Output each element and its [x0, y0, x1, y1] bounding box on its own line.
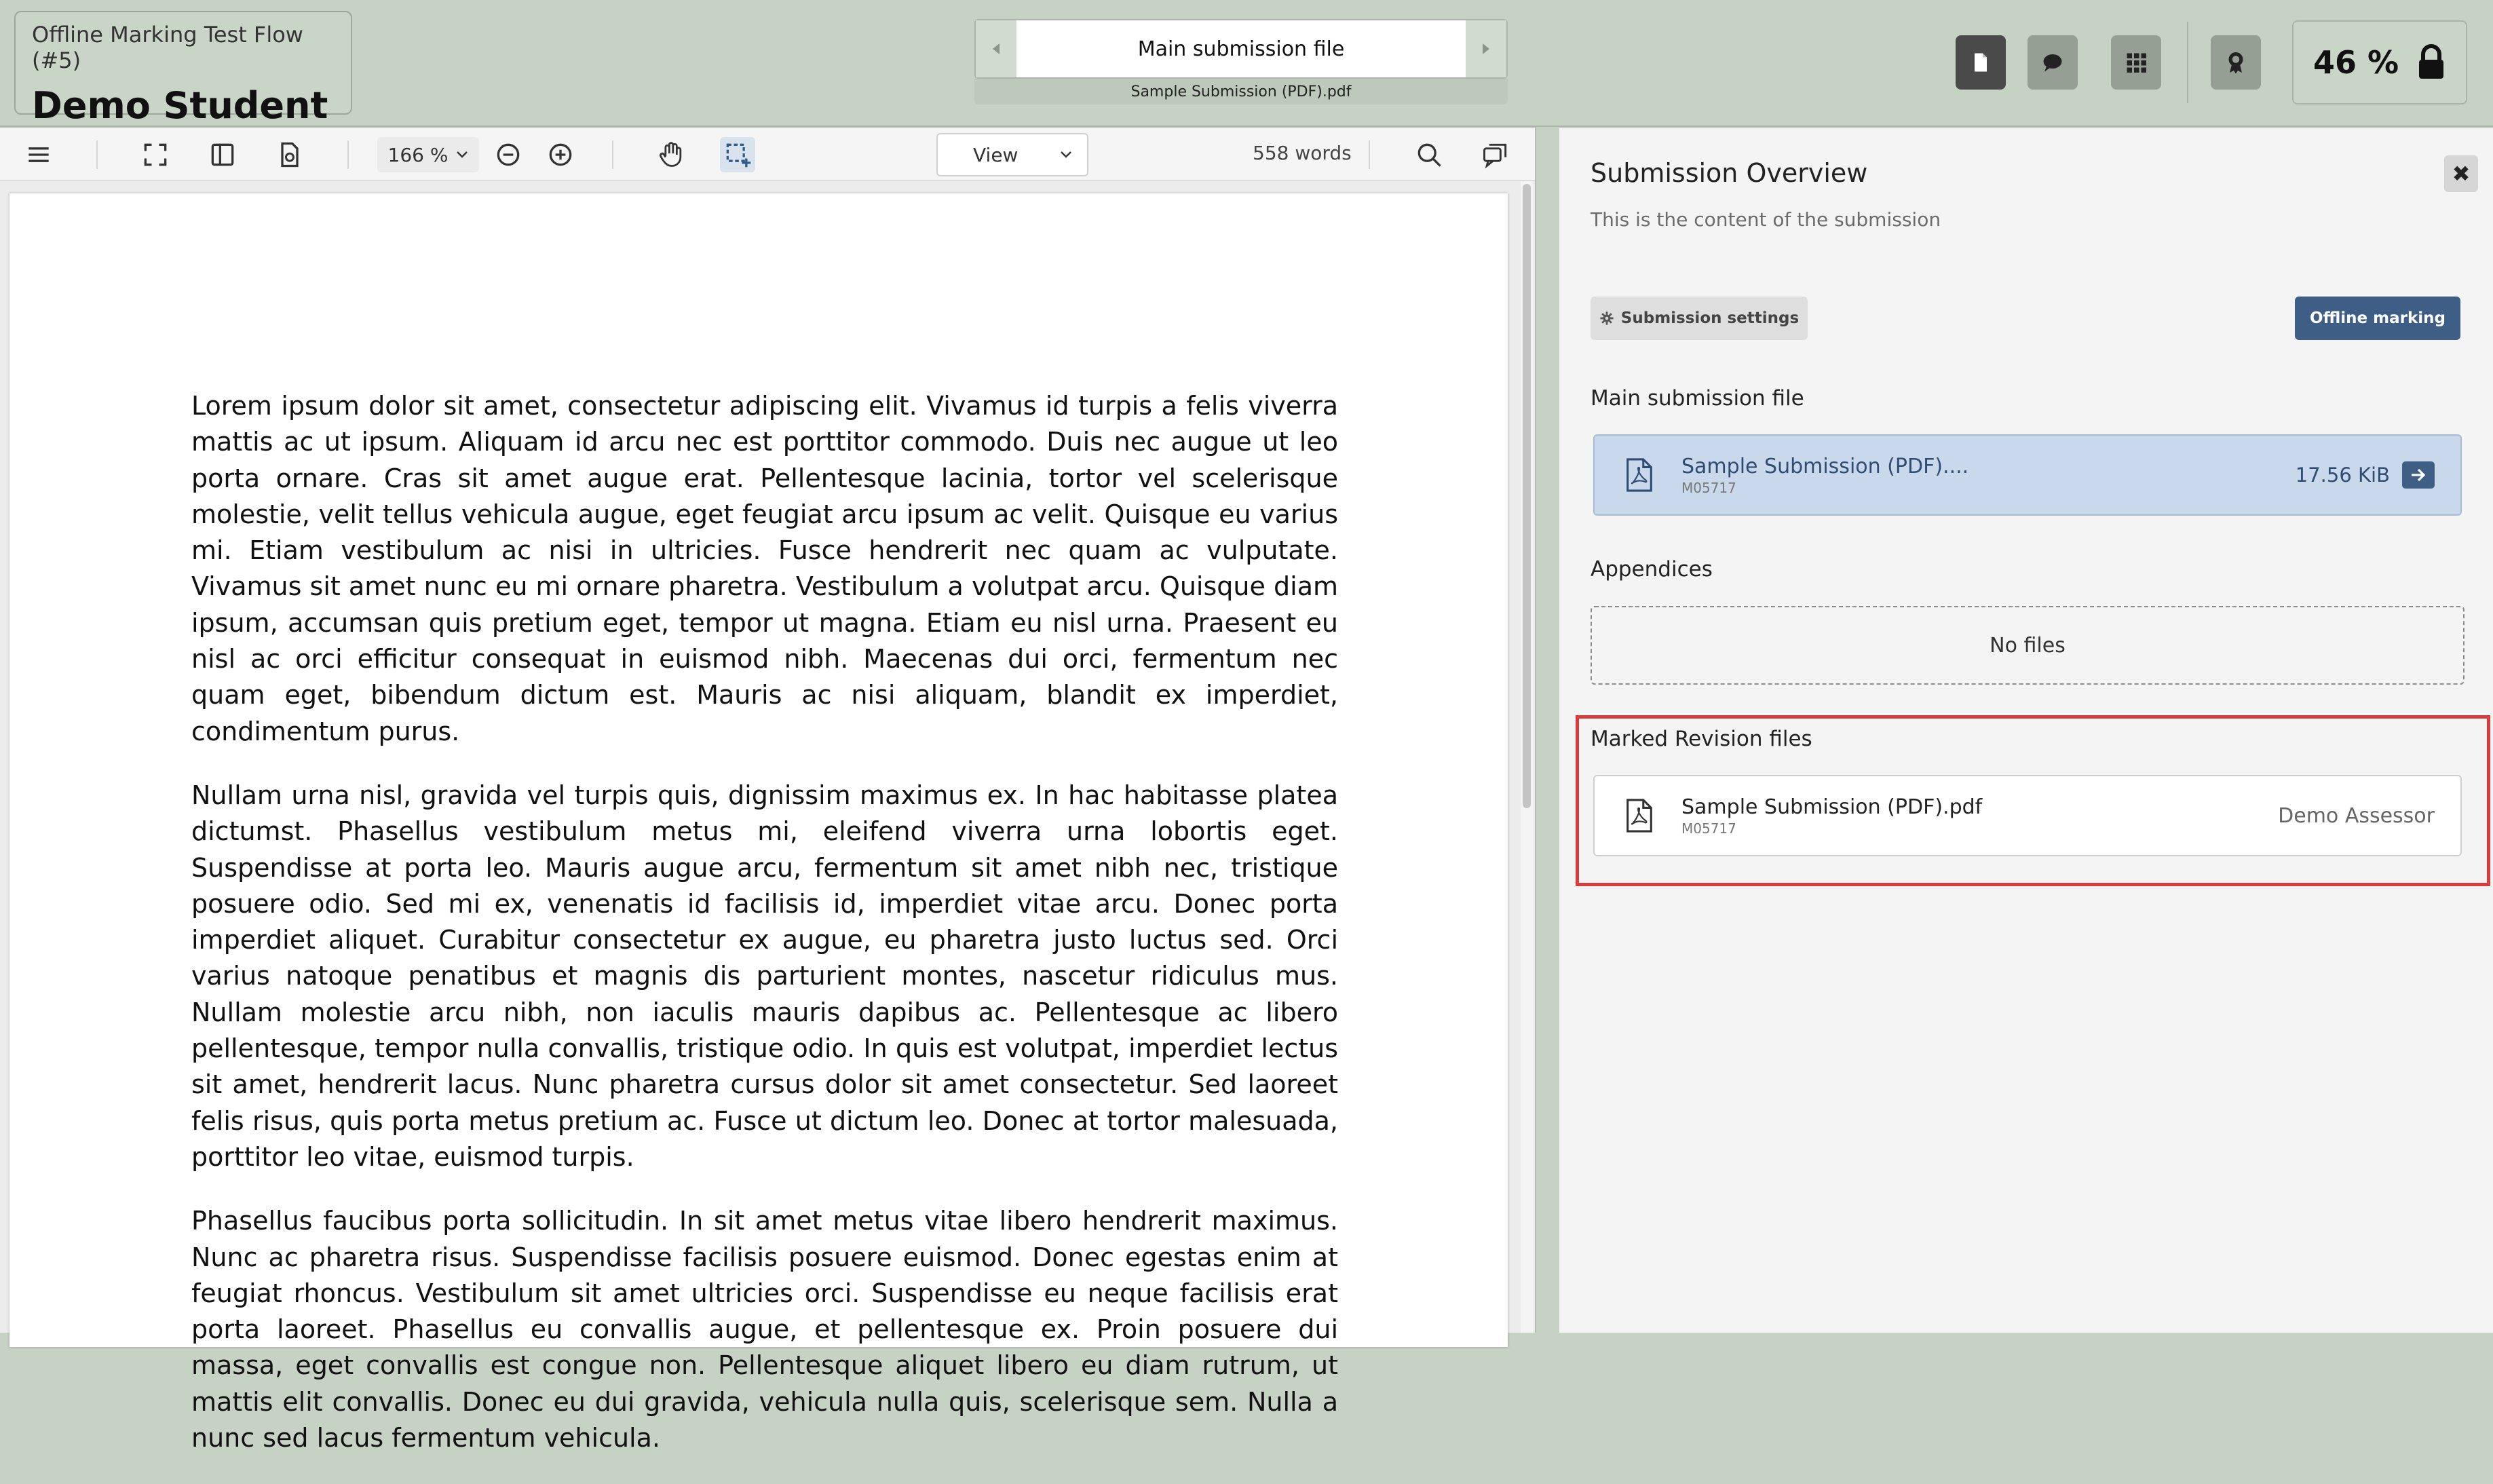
close-panel-button[interactable]: ✖ — [2444, 155, 2478, 192]
arrow-right-icon — [2410, 468, 2427, 482]
hamburger-menu-icon — [24, 140, 54, 170]
paragraph: Phasellus faucibus porta sollicitudin. In sit amet metus vitae libero hendrerit maximus. Nunc ac pharetra risus. Suspendisse facilisis posuere euismod. Donec egestas enim at feugiat rhoncus. Vestibulum sit amet ultricies orci. Suspendisse eu neque facilisis erat porta laoreet. Phasellus eu convallis augue, et pellentesque ex. Proin posuere dui massa, eget convallis est congue non. Pellentesque aliquet libero eu diam rutrum, ut mattis elit convallis. Donec eu dui gravida, vehicula nulla quis, scelerisque sem. Nulla a nunc sed lacus fermentum vehicula. — [191, 1206, 1338, 1453]
sidebar-toggle-button[interactable] — [205, 137, 240, 172]
previous-file-button[interactable] — [976, 20, 1016, 77]
zoom-select[interactable] — [377, 137, 479, 172]
search-button[interactable] — [1411, 137, 1447, 172]
caret-left-icon — [991, 42, 1001, 56]
appendices-dropzone: No files — [1591, 606, 2465, 685]
paragraph: Lorem ipsum dolor sit amet, consectetur adipiscing elit. Vivamus id turpis a felis viverra mattis ac ut ipsum. Aliquam id arcu nec est porttitor commodo. Duis nec augue ut leo porta ornare. Cras sit amet augue erat. Pellentesque lacinia, tortor vel scelerisque molestie, velit tellus vehicula augue, eget feugiat arcu ipsum ac velit. Quisque eu varius mi. Etiam vestibulum ac nisi in ultricies. Fusce hendrerit nec quam ac vulputate. Vivamus sit amet nunc eu mi ornare pharetra. Vestibulum a volutpat arcu. Quisque diam ipsum, accumsan quis pretium eget, tempor ut magna. Etiam eu nisl urna. Praesent eu nisl ac orci efficitur consequat in euismod nibh. Maecenas dui orci, fermentum nec quam eget, bibendum dictum est. Mauris ac nisi aliquam, blandit ex imperdiet, condimentum purus. — [191, 391, 1338, 746]
file-switcher — [974, 19, 1508, 104]
zoom-value: 166 % — [387, 143, 449, 166]
appendices-section-label: Appendices — [1591, 557, 1713, 582]
hand-icon — [657, 140, 687, 170]
fullscreen-icon — [140, 140, 170, 170]
pdf-file-icon — [1624, 458, 1654, 492]
zoom-out-button[interactable] — [491, 137, 526, 172]
vertical-scrollbar[interactable] — [1521, 181, 1533, 1333]
main-file-name: Sample Submission (PDF).... — [1681, 454, 1969, 478]
document-text — [191, 388, 1338, 1484]
next-file-button[interactable] — [1466, 20, 1506, 77]
revision-assessor: Demo Assessor — [2278, 803, 2435, 828]
top-header — [0, 0, 2493, 127]
main-submission-file-card[interactable] — [1593, 434, 2462, 516]
document-page[interactable] — [9, 193, 1508, 1453]
main-file-size: 17.56 KiB — [2295, 463, 2390, 487]
header-divider — [2187, 22, 2188, 103]
zoom-in-icon — [546, 140, 575, 170]
zoom-in-button[interactable] — [543, 137, 578, 172]
view-mode-select[interactable] — [936, 133, 1088, 176]
student-name: Demo Student — [32, 84, 328, 127]
document-settings-button[interactable] — [272, 137, 307, 172]
word-count: 558 words — [1253, 142, 1352, 164]
grid-view-button[interactable] — [2111, 35, 2161, 90]
revision-file-code: M05717 — [1681, 820, 1736, 837]
select-area-icon — [723, 140, 753, 170]
panel-description: This is the content of the submission — [1591, 208, 1941, 231]
fullscreen-button[interactable] — [138, 137, 173, 172]
submission-settings-button[interactable] — [1591, 297, 1808, 340]
file-switcher-filename: Sample Submission (PDF).pdf — [974, 79, 1508, 104]
panel-title: Submission Overview — [1591, 158, 1868, 188]
award-icon — [2224, 50, 2248, 75]
paragraph: Nullam urna nisl, gravida vel turpis quis, dignissim maximus ex. In hac habitasse platea dictumst. Phasellus vestibulum metus mi, eleifend viverra urna lobortis eget. Suspendisse at porta leo. Mauris augue arcu, fermentum sit amet nibh nec, tristique posuere odio. Sed mi ex, venenatis id facilisis id, imperdiet vitae arcu. Donec porta imperdiet aliquet. Curabitur consectetur ex augue, eu pharetra justo luctus sed. Orci varius natoque penatibus et magnis dis parturient montes, nascetur ridiculus mus. Nullam molestie arcu nibh, non iaculis mauris dapibus ac. Pellentesque ac libero pellentesque, tempor nulla convallis, tristique odio. In quis est volutpat, imperdiet lectus sit amet, hendrerit lacus. Nunc pharetra cursus dolor sit amet consectetur. Sed laoreet felis risus, quis porta metus pretium ac. Fusce ut dictum leo. Donec at tortor malesuada, porttitor leo vitae, euismod turpis. — [191, 780, 1338, 1172]
revision-file-name: Sample Submission (PDF).pdf — [1681, 795, 1983, 819]
pan-tool-button[interactable] — [654, 137, 689, 172]
gear-icon — [1599, 311, 1614, 326]
submission-overview-panel — [1559, 128, 2493, 1333]
chevron-down-icon — [456, 151, 468, 159]
search-icon — [1414, 140, 1444, 170]
zoom-out-icon — [493, 140, 523, 170]
progress-indicator[interactable] — [2292, 20, 2467, 104]
document-gear-icon — [275, 140, 305, 170]
view-mode-value: View — [973, 143, 1019, 166]
scrollbar-thumb[interactable] — [1523, 184, 1531, 808]
main-file-code: M05717 — [1681, 479, 1736, 496]
toolbar-divider — [96, 140, 98, 169]
pdf-file-icon — [1624, 799, 1654, 833]
annotations-button[interactable] — [1478, 137, 1513, 172]
course-name: Offline Marking Test Flow (#5) — [32, 22, 303, 73]
caret-right-icon — [1481, 42, 1491, 56]
panel-splitter[interactable] — [1535, 127, 1559, 1333]
document-toolbar — [0, 128, 1535, 181]
revision-file-card[interactable] — [1593, 775, 2462, 856]
file-switcher-title[interactable]: Main submission file — [1016, 20, 1466, 77]
lock-icon — [2416, 45, 2446, 80]
open-file-button[interactable] — [2402, 461, 2435, 489]
main-file-section-label: Main submission file — [1591, 386, 1804, 411]
course-student-box — [14, 11, 352, 127]
progress-value: 46 % — [2313, 44, 2399, 81]
document-icon — [1968, 50, 1993, 75]
sidebar-icon — [208, 140, 237, 170]
comments-icon — [1481, 140, 1510, 170]
comments-button[interactable] — [2028, 35, 2078, 90]
revision-section-label: Marked Revision files — [1591, 727, 1812, 751]
comment-icon — [2040, 50, 2065, 75]
offline-marking-button[interactable]: Offline marking — [2295, 297, 2460, 340]
chevron-down-icon — [1060, 151, 1072, 159]
grading-button[interactable] — [2211, 35, 2261, 90]
toolbar-divider — [612, 140, 613, 169]
select-area-tool-button[interactable] — [720, 137, 755, 172]
submission-settings-label: Submission settings — [1620, 309, 1800, 327]
toolbar-divider — [1369, 140, 1370, 169]
toolbar-divider — [347, 140, 349, 169]
menu-button[interactable] — [21, 137, 56, 172]
document-viewer[interactable] — [0, 181, 1535, 1453]
document-view-button[interactable] — [1956, 35, 2006, 90]
grid-icon — [2124, 50, 2148, 75]
